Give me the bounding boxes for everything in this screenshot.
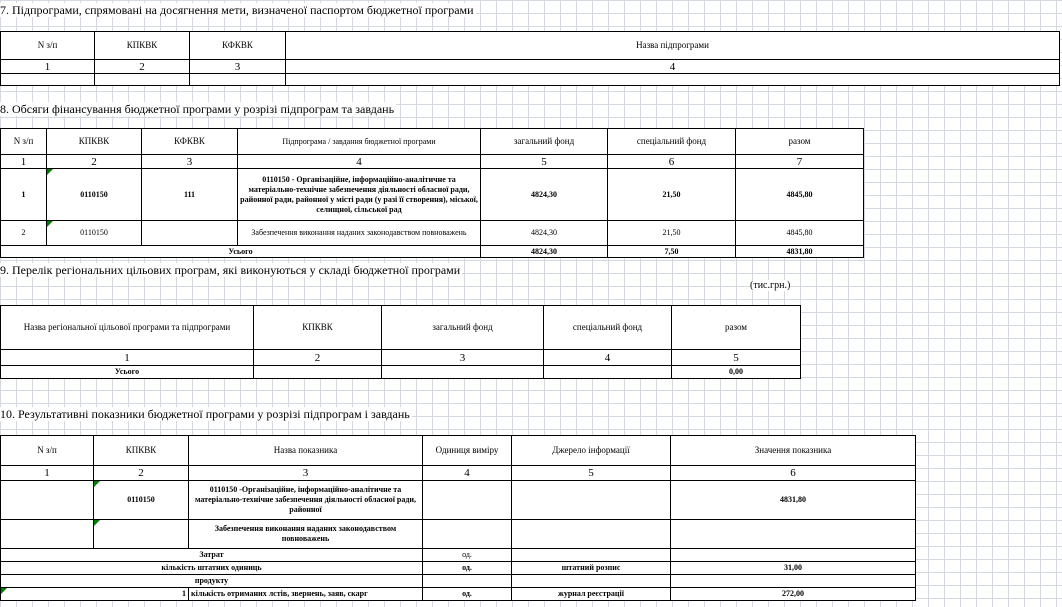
col-header-info-source: Джерело інформації [512, 436, 671, 466]
row-number-cell[interactable]: 2 [1, 221, 47, 246]
table-header-row [1, 306, 801, 350]
task-name-cell[interactable]: Забезпечення виконання наданих законодавством повноважень [238, 221, 481, 246]
table-total-row [1, 246, 864, 258]
info-source-cell[interactable]: штатний розпис [512, 562, 671, 575]
total-label: Усього [1, 246, 481, 258]
col-number-cell: 3 [382, 350, 544, 366]
row-number-cell[interactable] [1, 520, 94, 549]
col-number-cell: 5 [512, 466, 671, 481]
table-row-cost [1, 549, 916, 562]
col-number-cell: 1 [1, 350, 254, 366]
col-header-kpkvk: КПКВК [254, 306, 382, 350]
table-row-product [1, 575, 916, 588]
total-general-fund[interactable]: 4824,30 [481, 246, 608, 258]
col-header-kpkvk: КПКВК [95, 32, 190, 60]
col-header-kpkvk: КПКВК [94, 436, 189, 466]
col-number-cell: 1 [1, 60, 95, 74]
kpkvk-cell[interactable]: 0110150 [47, 221, 142, 246]
indicator-name-cell[interactable]: кількість отриманих лстів, звернень, заяв, скарг [189, 588, 423, 601]
row-number-cell[interactable]: 1 [1, 588, 189, 601]
col-header-general-fund: загальний фонд [481, 129, 608, 155]
unit-cell[interactable] [423, 481, 512, 520]
indicator-group-label: Затрат [1, 549, 423, 562]
total-cell[interactable]: 4845,80 [736, 221, 864, 246]
section-9-title: 9. Перелік регіональних цільових програм, які виконуються у складі бюджетної програми [0, 263, 461, 277]
indicator-value-cell[interactable]: 31,00 [671, 562, 916, 575]
section-7-title: 7. Підпрограми, спрямовані на досягнення мети, визначеної паспортом бюджетної програми [0, 3, 474, 17]
col-header-general-fund: загальний фонд [382, 306, 544, 350]
empty-cell[interactable] [382, 366, 544, 379]
indicator-value-cell[interactable] [671, 549, 916, 562]
col-header-task-name: Підпрограма / завдання бюджетної програми [238, 129, 481, 155]
col-header-number: N з/п [1, 32, 95, 60]
col-number-cell: 6 [608, 155, 736, 169]
kfkvk-cell[interactable] [142, 221, 238, 246]
total-cell[interactable]: 4845,80 [736, 169, 864, 221]
section-7-table [0, 31, 1060, 86]
col-number-cell: 5 [481, 155, 608, 169]
indicator-value-cell[interactable]: 272,00 [671, 588, 916, 601]
table-header-row [1, 436, 916, 466]
table-column-numbers-row [1, 60, 1060, 74]
empty-cell[interactable] [190, 74, 286, 86]
col-number-cell: 4 [423, 466, 512, 481]
kpkvk-cell[interactable]: 0110150 [47, 169, 142, 221]
col-header-indicator-name: Назва показника [189, 436, 423, 466]
kpkvk-cell[interactable]: 0110150 [94, 481, 189, 520]
total-sum[interactable]: 4831,80 [736, 246, 864, 258]
section-8-table [0, 128, 864, 258]
info-source-cell[interactable] [512, 520, 671, 549]
total-special-fund[interactable]: 7,50 [608, 246, 736, 258]
col-number-cell: 1 [1, 466, 94, 481]
table-column-numbers-row [1, 155, 864, 169]
col-number-cell: 2 [47, 155, 142, 169]
empty-cell[interactable] [1, 74, 95, 86]
col-number-cell: 2 [95, 60, 190, 74]
info-source-cell[interactable]: журнал реєстрації [512, 588, 671, 601]
col-number-cell: 1 [1, 155, 47, 169]
table-row-program [1, 481, 916, 520]
total-sum[interactable]: 0,00 [672, 366, 801, 379]
table-row-task [1, 520, 916, 549]
special-fund-cell[interactable]: 21,50 [608, 169, 736, 221]
indicator-group-label: продукту [1, 575, 423, 588]
col-header-indicator-value: Значення показника [671, 436, 916, 466]
section-9-table [0, 305, 801, 379]
table-row-empty [1, 74, 1060, 86]
empty-cell[interactable] [544, 366, 672, 379]
table-row-letters [1, 588, 916, 601]
indicator-name-cell[interactable]: 0110150 -Організаційне, інформаційно-аналітичне та матеріально-технічне забезпечення діяльності обласної ради, районної [189, 481, 423, 520]
col-header-unit: Одиниця виміру [423, 436, 512, 466]
col-number-cell: 3 [189, 466, 423, 481]
col-number-cell: 4 [238, 155, 481, 169]
col-header-subprogram-name: Назва підпрограми [286, 32, 1060, 60]
special-fund-cell[interactable]: 21,50 [608, 221, 736, 246]
unit-cell[interactable] [423, 575, 512, 588]
section-10-title: 10. Результативні показники бюджетної програми у розрізі підпрограм і завдань [0, 407, 410, 421]
info-source-cell[interactable] [512, 481, 671, 520]
info-source-cell[interactable] [512, 549, 671, 562]
row-number-cell[interactable]: 1 [1, 169, 47, 221]
table-row-staff [1, 562, 916, 575]
empty-cell[interactable] [95, 74, 190, 86]
task-name-cell[interactable]: 0110150 - Організаційне, інформаційно-аналітичне та матеріально-технічне забезпечення діяльності обласної ради, районної ради, районної у місті ради (у разі її створення), міської, селищної, сільської рад [238, 169, 481, 221]
col-number-cell: 2 [94, 466, 189, 481]
section-8-title: 8. Обсяги фінансування бюджетної програми у розрізі підпрограм та завдань [0, 102, 395, 116]
info-source-cell[interactable] [512, 575, 671, 588]
indicator-name-cell[interactable]: кількість штатних одиниць [1, 562, 423, 575]
kpkvk-cell[interactable] [94, 520, 189, 549]
col-header-total: разом [672, 306, 801, 350]
col-header-kfkvk: КФКВК [142, 129, 238, 155]
general-fund-cell[interactable]: 4824,30 [481, 221, 608, 246]
col-header-kfkvk: КФКВК [190, 32, 286, 60]
table-header-row [1, 129, 864, 155]
col-number-cell: 4 [286, 60, 1060, 74]
general-fund-cell[interactable]: 4824,30 [481, 169, 608, 221]
unit-cell[interactable]: од. [423, 549, 512, 562]
col-number-cell: 4 [544, 350, 672, 366]
col-header-kpkvk: КПКВК [47, 129, 142, 155]
total-label: Усього [1, 366, 254, 379]
col-header-regional-program: Назва регіональної цільової програми та підпрограми [1, 306, 254, 350]
col-number-cell: 2 [254, 350, 382, 366]
col-header-special-fund: спеціальний фонд [544, 306, 672, 350]
col-number-cell: 3 [142, 155, 238, 169]
empty-cell[interactable] [286, 74, 1060, 86]
col-number-cell: 7 [736, 155, 864, 169]
col-number-cell: 3 [190, 60, 286, 74]
table-header-row [1, 32, 1060, 60]
table-row [1, 221, 864, 246]
table-column-numbers-row [1, 350, 801, 366]
kfkvk-cell[interactable]: 111 [142, 169, 238, 221]
unit-cell[interactable]: од. [423, 562, 512, 575]
section-10-table [0, 435, 916, 601]
table-total-row [1, 366, 801, 379]
unit-cell[interactable]: од. [423, 588, 512, 601]
indicator-name-cell[interactable]: Забезпечення виконання наданих законодавством повноважень [189, 520, 423, 549]
col-header-special-fund: спеціальний фонд [608, 129, 736, 155]
col-header-number: N з/п [1, 129, 47, 155]
indicator-value-cell[interactable]: 4831,80 [671, 481, 916, 520]
col-number-cell: 5 [672, 350, 801, 366]
empty-cell[interactable] [254, 366, 382, 379]
indicator-value-cell[interactable] [671, 520, 916, 549]
row-number-cell[interactable] [1, 481, 94, 520]
unit-note: (тис.грн.) [750, 280, 791, 291]
table-row [1, 169, 864, 221]
table-column-numbers-row [1, 466, 916, 481]
col-number-cell: 6 [671, 466, 916, 481]
col-header-total: разом [736, 129, 864, 155]
unit-cell[interactable] [423, 520, 512, 549]
indicator-value-cell[interactable] [671, 575, 916, 588]
col-header-number: N з/п [1, 436, 94, 466]
